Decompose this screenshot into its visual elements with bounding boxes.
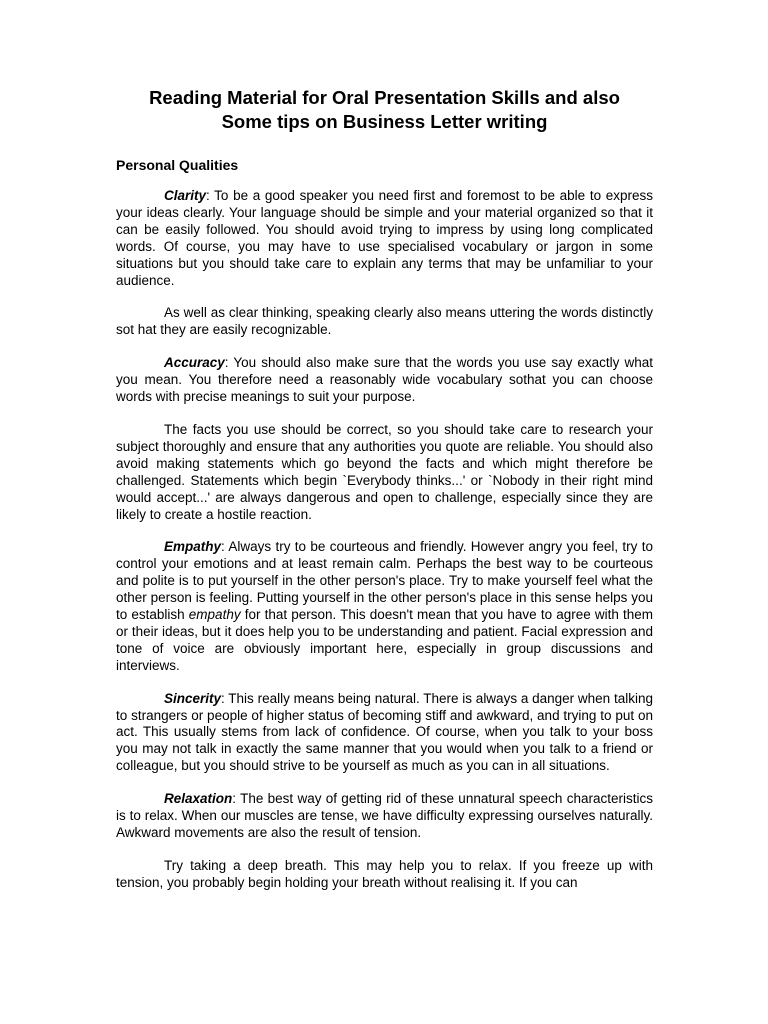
- term-empathy: Empathy: [164, 539, 222, 555]
- clarity-text: : To be a good speaker you need first and foremost to be able to express your ideas clearly. Your language should be simple and your material organized so that it can be easily followed. You should avoid trying to impress by using long complicated words. Of course, you may have to use specialised vocabulary or jargon in some situations but you should take care to explain any terms that may be unfamiliar to your audience.: [116, 188, 653, 288]
- title-line-1: Reading Material for Oral Presentation Skills and also: [149, 87, 620, 108]
- title-line-2: Some tips on Business Letter writing: [221, 111, 548, 132]
- paragraph-accuracy: [116, 355, 653, 406]
- document-title: [116, 86, 653, 134]
- empathy-text-before: : Always try to be courteous and friendly. However angry you feel, try to control your emotions and at least remain calm. Perhaps the best way to be courteous and polite is to put yourself in the other person's place. Try to make yourself feel what the other person is feeling. Putting yourself in the other person's place in this sense helps you to establish: [116, 539, 653, 623]
- term-sincerity: Sincerity: [164, 690, 222, 706]
- paragraph-deep-breath: Try taking a deep breath. This may help you to relax. If you freeze up with tension, you probably begin holding your breath without realising it. If you can: [116, 857, 653, 890]
- term-accuracy: Accuracy: [164, 355, 225, 371]
- relaxation-text: : The best way of getting rid of these unnatural speech characteristics is to relax. When our muscles are tense, we have difficulty expressing ourselves naturally. Awkward movements are also the result of tension.: [116, 791, 653, 840]
- paragraph-clarity: [116, 188, 653, 289]
- empathy-text-after: for that person. This doesn't mean that you have to agree with them or their ideas, but it does help you to be understanding and patient. Facial expression and tone of voice are obviously important here, especially in group discussions and interviews.: [116, 607, 653, 673]
- document-page: [116, 86, 653, 908]
- paragraph-clear-thinking: As well as clear thinking, speaking clearly also means uttering the words distinctly sot hat they are easily recognizable.: [116, 305, 653, 338]
- paragraph-facts: The facts you use should be correct, so you should take care to research your subject thoroughly and ensure that any authorities you quote are reliable. You should also avoid making statements which go beyond the facts and which might therefore be challenged. Statements which begin `Everybody thinks...' or `Nobody in their right mind would accept...' are always dangerous and open to challenge, especially since they are likely to create a hostile reaction.: [116, 421, 653, 522]
- section-heading: Personal Qualities: [116, 157, 239, 173]
- empathy-italic-word: empathy: [188, 607, 241, 623]
- sincerity-text: : This really means being natural. There is always a danger when talking to strangers or people of higher status of becoming stiff and awkward, and trying to put on act. This usually stems from lack of confidence. Of course, when you talk to your boss you may not talk in exactly the same manner that you would when you talk to a friend or colleague, but you should strive to be yourself as much as you can in all situations.: [116, 690, 653, 774]
- accuracy-text: : You should also make sure that the words you use say exactly what you mean. You therefore need a reasonably wide vocabulary sothat you can choose words with precise meanings to suit your purpose.: [116, 355, 653, 405]
- term-relaxation: Relaxation: [164, 791, 233, 807]
- paragraph-empathy: [116, 539, 653, 674]
- paragraph-sincerity: [116, 691, 653, 776]
- paragraph-relaxation: [116, 791, 653, 842]
- term-clarity: Clarity: [164, 188, 207, 203]
